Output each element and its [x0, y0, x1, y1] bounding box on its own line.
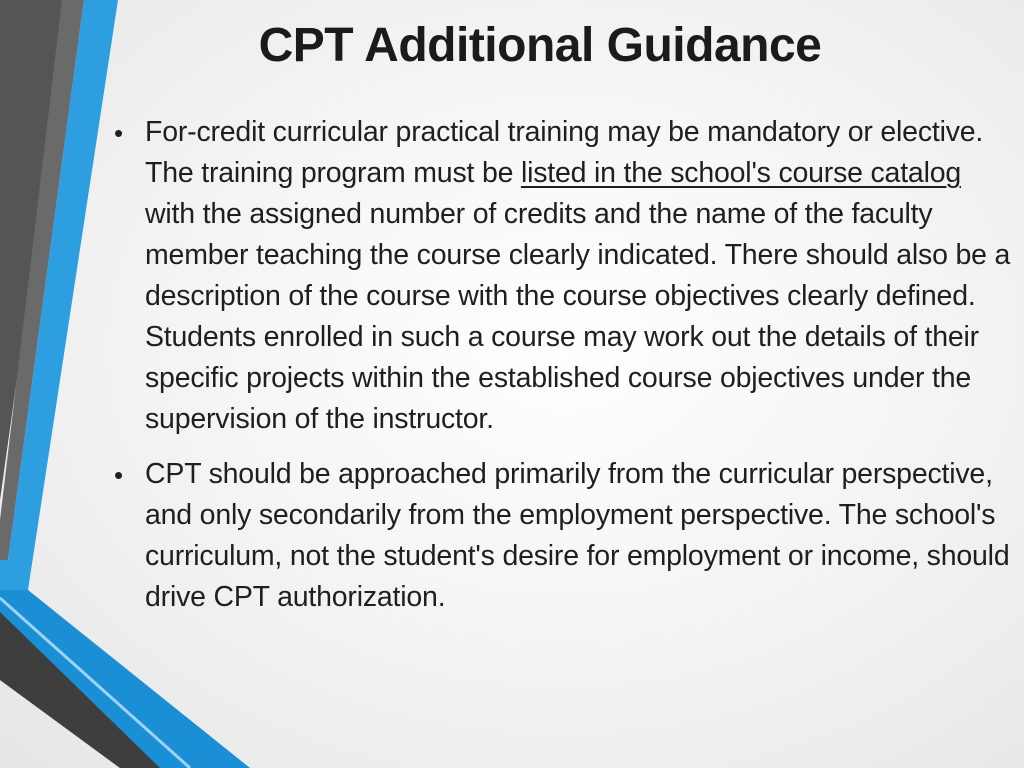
bullet-text-start: For-credit curricular practical training may be mandatory or elective. The training program must be	[145, 116, 984, 189]
bullet-list	[112, 112, 1012, 632]
bullet-text-end: with the assigned number of credits and the name of the faculty member teaching the course clearly indicated. There should also be a description of the course with the course objectives clearly defined. Students enrolled in such a course may work out the details of their specific projects within the established course objectives under the supervision of the instructor.	[145, 198, 1011, 435]
bullet-dot-icon: •	[114, 460, 123, 490]
bullet-item	[112, 112, 1012, 440]
course-catalog-link[interactable]: listed in the school's course catalog	[520, 157, 962, 189]
bullet-dot-icon: •	[114, 118, 123, 148]
bullet-text: CPT should be approached primarily from the curricular perspective, and only secondarily from the employment perspective. The school's curriculum, not the student's desire for employment or income, should drive CPT authorization.	[145, 458, 1010, 613]
slide-title: CPT Additional Guidance	[258, 19, 822, 72]
bullet-item	[112, 454, 1012, 618]
